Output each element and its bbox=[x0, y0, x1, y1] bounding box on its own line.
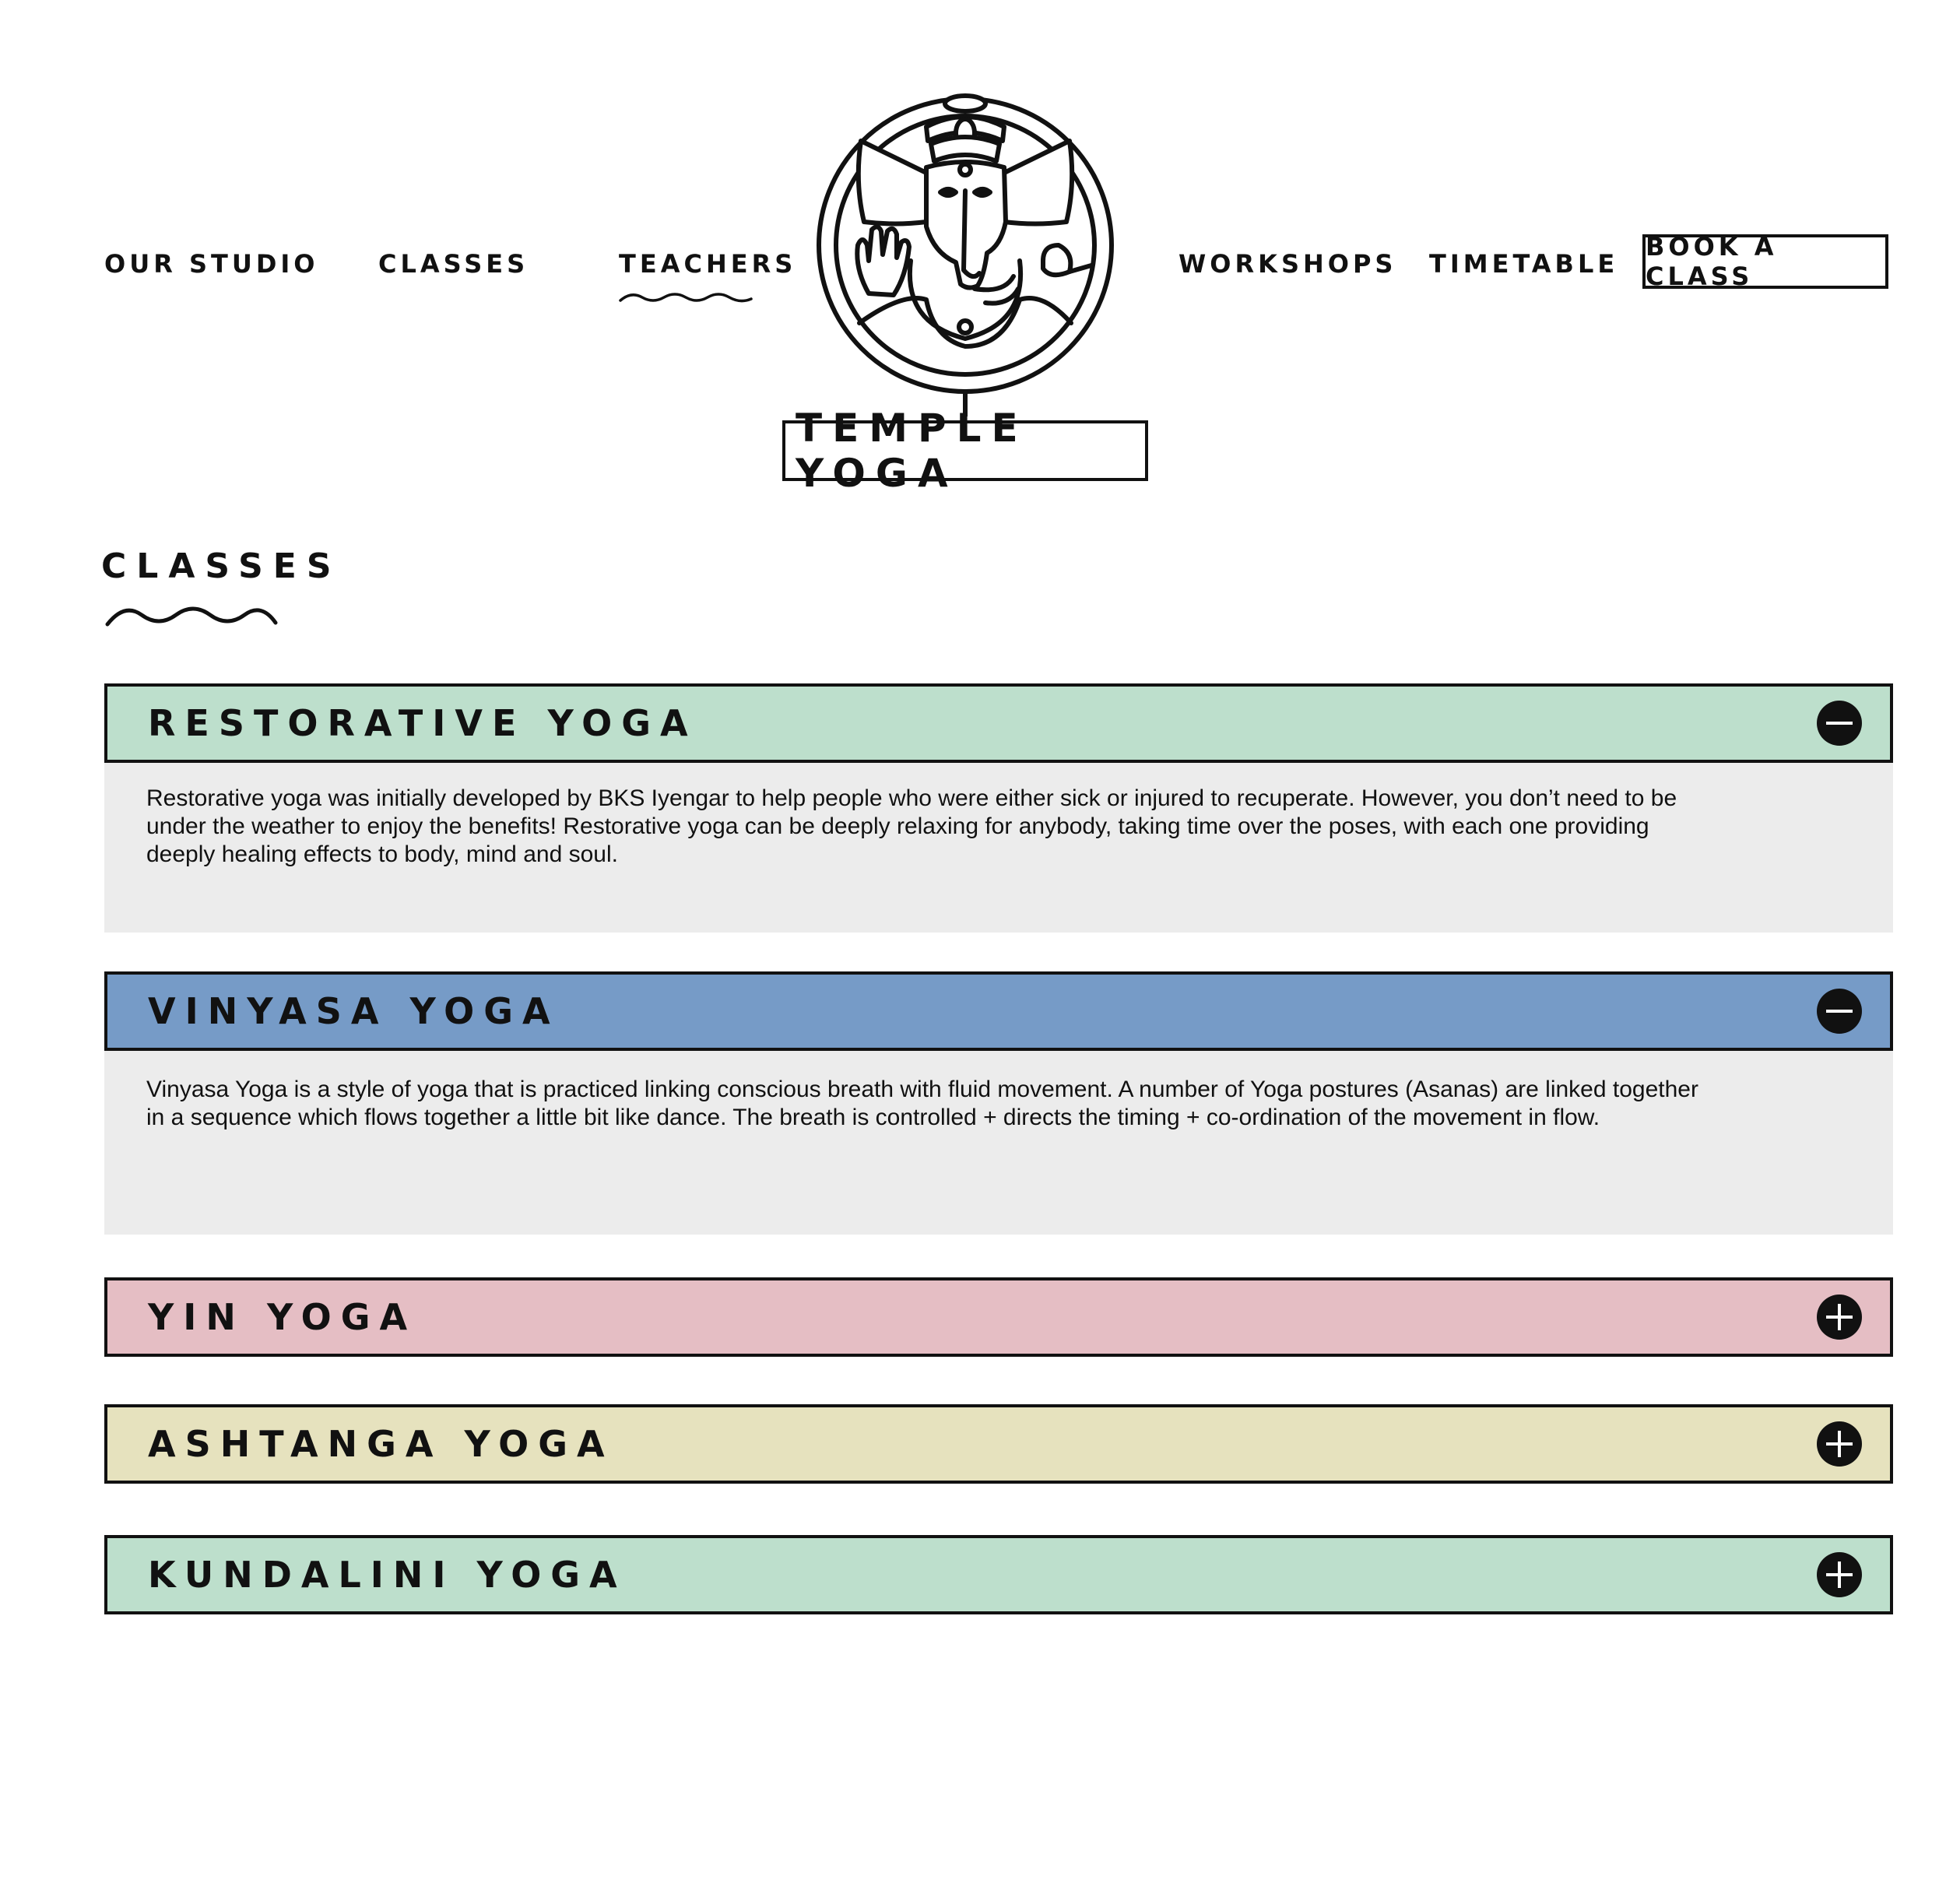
nav-workshops[interactable] bbox=[1178, 249, 1396, 279]
book-a-class-button[interactable] bbox=[1642, 234, 1888, 289]
nav-classes-label: CLASSES bbox=[378, 249, 529, 279]
active-underline-squiggle bbox=[619, 290, 753, 305]
title-underline-squiggle bbox=[104, 601, 279, 629]
nav-timetable-label: TIMETABLE bbox=[1429, 249, 1619, 279]
accordion-header-kundalini-yoga[interactable] bbox=[104, 1535, 1893, 1614]
page-title-text: CLASSES bbox=[101, 546, 342, 586]
accordion-header-restorative-yoga[interactable] bbox=[104, 683, 1893, 763]
page-title bbox=[101, 546, 342, 586]
accordion-title: ASHTANGA YOGA bbox=[148, 1423, 614, 1465]
collapse-minus-icon[interactable] bbox=[1817, 989, 1862, 1034]
expand-plus-icon[interactable] bbox=[1817, 1552, 1862, 1597]
nav-timetable[interactable] bbox=[1429, 249, 1618, 279]
nav-classes[interactable] bbox=[378, 249, 529, 279]
nav-teachers-label: TEACHERS bbox=[619, 249, 797, 279]
expand-plus-icon[interactable] bbox=[1817, 1295, 1862, 1340]
expand-plus-icon[interactable] bbox=[1817, 1421, 1862, 1467]
accordion-header-yin-yoga[interactable] bbox=[104, 1277, 1893, 1357]
nav-workshops-label: WORKSHOPS bbox=[1178, 249, 1397, 279]
nav-our-studio[interactable] bbox=[104, 249, 319, 279]
accordion-title: KUNDALINI YOGA bbox=[148, 1554, 627, 1596]
accordion-title: RESTORATIVE YOGA bbox=[148, 702, 697, 744]
accordion-header-vinyasa-yoga[interactable] bbox=[104, 971, 1893, 1051]
nav-teachers[interactable] bbox=[619, 249, 796, 279]
accordion-header-ashtanga-yoga[interactable] bbox=[104, 1404, 1893, 1484]
accordion-description: Vinyasa Yoga is a style of yoga that is practiced linking conscious breath with fluid movement. A number of Yoga postures (Asanas) are linked together in a sequence which flows together a little bit like dance. The breath is controlled + directs the timing + co-ordination of the movement in flow. bbox=[146, 1077, 1698, 1130]
ganesha-icon[interactable] bbox=[810, 90, 1121, 416]
book-a-class-label: BOOK A CLASS bbox=[1646, 232, 1778, 291]
logo-wordmark-text: TEMPLE YOGA bbox=[796, 406, 1028, 496]
accordion-title: VINYASA YOGA bbox=[148, 990, 560, 1032]
accordion-body-vinyasa-yoga bbox=[104, 1051, 1893, 1235]
nav-our-studio-label: OUR STUDIO bbox=[104, 249, 319, 279]
logo-wordmark[interactable] bbox=[782, 406, 1148, 496]
collapse-minus-icon[interactable] bbox=[1817, 701, 1862, 746]
accordion-description: Restorative yoga was initially developed by BKS Iyengar to help people who were either sick or injured to recuperate. However, you don’t need to be under the weather to enjoy the benefits! Restorative yoga can be deeply relaxing for anybody, taking time over the poses, with each one providing deeply healing effects to body, mind and soul. bbox=[146, 785, 1677, 867]
accordion-title: YIN YOGA bbox=[148, 1296, 417, 1338]
accordion-body-restorative-yoga bbox=[104, 763, 1893, 933]
